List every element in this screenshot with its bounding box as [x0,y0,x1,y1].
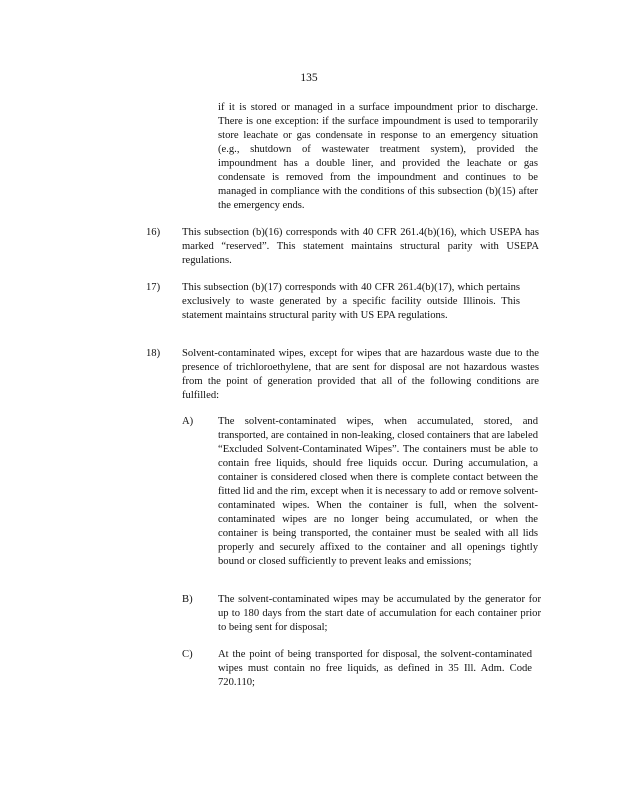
condition-b-text: The solvent-contaminated wipes may be accumulated by the generator for up to 180 days from the start date of accumulation for each container prior to being sent for disposal; [218,594,541,633]
intro-paragraph [218,101,538,213]
condition-b-marker: B) [182,594,193,605]
note-18-text: Solvent-contaminated wipes, except for wipes that are hazardous waste due to the presence of trichloroethylene, that are sent for disposal are not hazardous wastes from the point of generation provided that all of the following conditions are fulfilled: [182,348,539,401]
note-17-paragraph [182,281,520,323]
condition-c-marker: C) [182,649,193,660]
note-18-marker: 18) [146,348,161,359]
page-number: 135 [300,72,318,84]
condition-c-paragraph [218,648,532,690]
note-17-text: This subsection (b)(17) corresponds with 40 CFR 261.4(b)(17), which pertains exclusively to waste generated by a specific facility outside Illinois. This statement maintains structural parity with US EPA regulations. [182,282,520,321]
note-16-marker: 16) [146,227,161,238]
condition-a-paragraph [218,415,538,569]
condition-a-marker: A) [182,416,194,427]
note-16-text: This subsection (b)(16) corresponds with 40 CFR 261.4(b)(16), which USEPA has marked “reserved”. This statement maintains structural parity with USEPA regulations. [182,227,539,266]
note-16-paragraph [182,226,539,268]
condition-c-text: At the point of being transported for disposal, the solvent-contaminated wipes must contain no free liquids, as defined in 35 Ill. Adm. Code 720.110; [218,649,532,688]
intro-text: if it is stored or managed in a surface impoundment prior to discharge. There is one exception: if the surface impoundment is used to temporarily store leachate or gas condensate in response to an emergency situation (e.g., shutdown of wastewater treatment system), provided the impoundment has a double liner, and provided the leachate or gas condensate is removed from the impoundment and continues to be managed in compliance with the conditions of this subsection (b)(15) after the emergency ends. [218,102,538,211]
condition-a-text: The solvent-contaminated wipes, when accumulated, stored, and transported, are contained in non-leaking, closed containers that are labeled “Excluded Solvent-Contaminated Wipes”. The containers must be able to contain free liquids, should free liquids occur. During accumulation, a container is considered closed when there is complete contact between the fitted lid and the rim, except when it is necessary to add or remove solvent-contaminated wipes. When the container is full, when the solvent-contaminated wipes are no longer being accumulated, or when the container is being transported, the container must be sealed with all lids properly and securely affixed to the container and all openings tightly bound or closed sufficiently to prevent leaks and emissions; [218,416,538,567]
note-18-paragraph [182,347,539,403]
note-17-marker: 17) [146,282,161,293]
condition-b-paragraph [218,593,541,635]
